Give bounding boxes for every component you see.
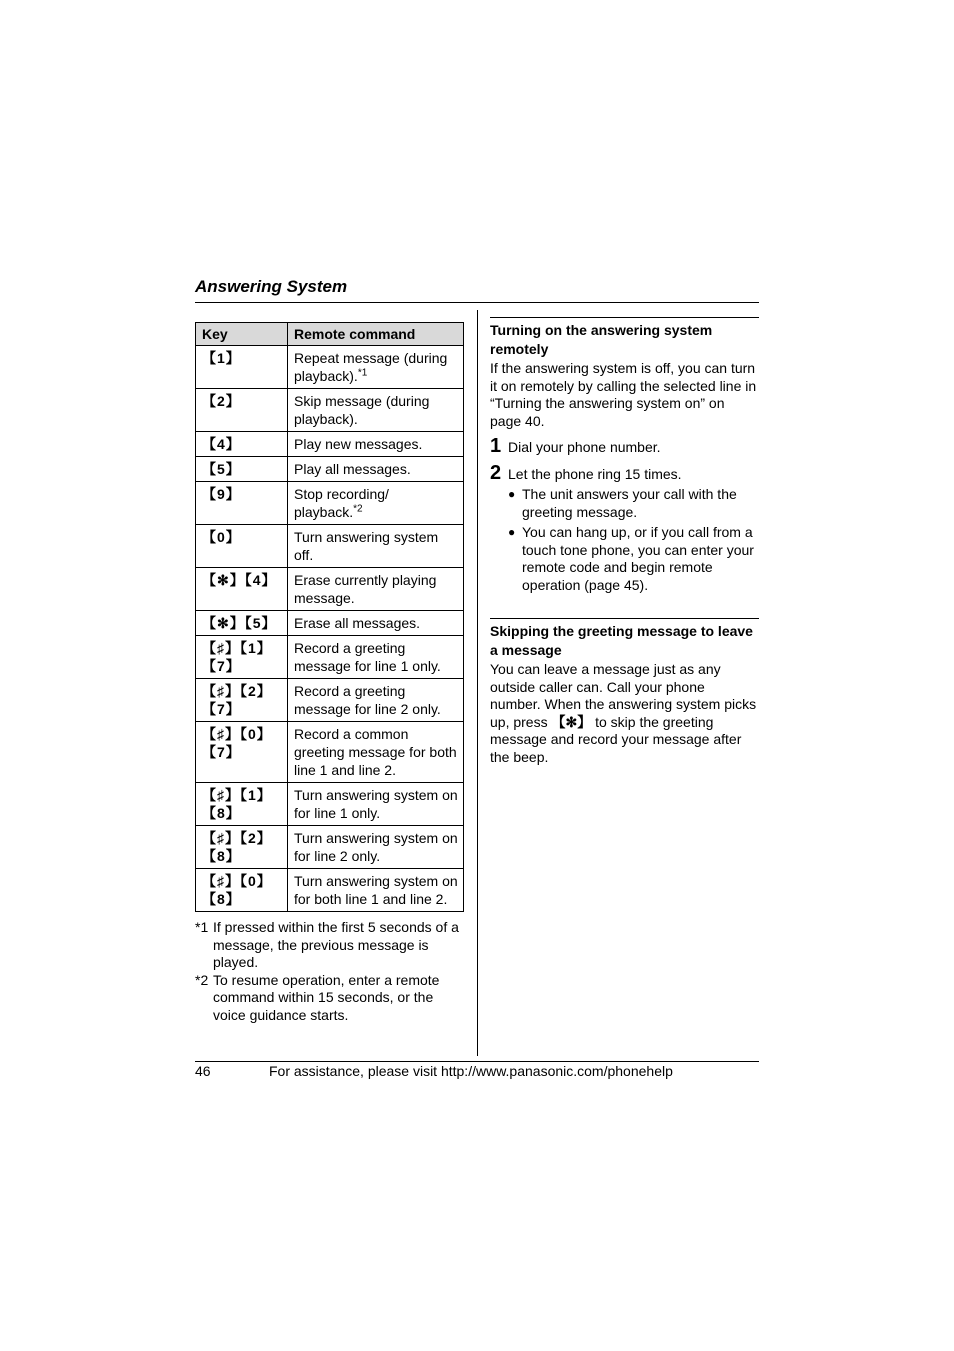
command-cell (288, 432, 464, 457)
key-cell: 【♯】【1】【8】 (196, 783, 288, 826)
body-text: to skip the greeting message and record your message after the beep. (490, 713, 742, 765)
command-text: Turn answering system off. (294, 529, 439, 563)
command-cell (288, 568, 464, 611)
section-heading: Skipping the greeting message to leave a message (490, 623, 753, 658)
table-row (196, 636, 464, 679)
bullet-text: The unit answers your call with the greeting message. (522, 486, 737, 520)
key-cell: 【1】 (196, 346, 288, 389)
key-cell: 【♯】【2】【8】 (196, 826, 288, 869)
footnote (195, 972, 465, 1025)
command-text: Stop recording/ playback. (294, 486, 389, 520)
command-cell (288, 346, 464, 389)
table-header-row (196, 323, 464, 346)
step-text: Let the phone ring 15 times. (508, 465, 682, 482)
bullet-item (490, 524, 759, 594)
key-cell: 【2】 (196, 389, 288, 432)
table-row (196, 869, 464, 912)
key-cell: 【9】 (196, 482, 288, 525)
table-row (196, 722, 464, 783)
table-row (196, 611, 464, 636)
column-header-key: Key (196, 323, 288, 346)
footer-rule (195, 1061, 759, 1062)
key-cell: 【5】 (196, 457, 288, 482)
section-skipping-greeting (490, 618, 759, 766)
section-rule (490, 317, 759, 318)
table-body (196, 346, 464, 912)
key-cell: 【✻】【5】 (196, 611, 288, 636)
command-text: Turn answering system on for line 1 only. (294, 787, 458, 821)
step-1 (490, 435, 759, 457)
command-cell (288, 457, 464, 482)
table-row (196, 826, 464, 869)
key-cell: 【♯】【0】【8】 (196, 869, 288, 912)
table-row (196, 389, 464, 432)
body-text: You can leave a message just as any outside caller can. Call your phone number. When the answering system picks up, press (490, 661, 757, 730)
column-divider (477, 310, 478, 1056)
footnote (195, 919, 465, 972)
footnote-text: To resume operation, enter a remote command within 15 seconds, or the voice guidance starts. (213, 971, 440, 1023)
column-header-command: Remote command (288, 323, 464, 346)
command-cell (288, 869, 464, 912)
command-text: Turn answering system on for line 2 only. (294, 830, 458, 864)
table-row (196, 457, 464, 482)
command-text: Erase currently playing message. (294, 572, 437, 606)
command-text: Play new messages. (294, 436, 423, 452)
command-cell (288, 679, 464, 722)
command-cell (288, 525, 464, 568)
key-cell: 【♯】【1】【7】 (196, 636, 288, 679)
key-cell: 【0】 (196, 525, 288, 568)
command-cell (288, 722, 464, 783)
command-text: Record a common greeting message for both line 1 and line 2. (294, 726, 457, 778)
command-cell (288, 611, 464, 636)
section-rule (490, 618, 759, 619)
command-text: Erase all messages. (294, 615, 421, 631)
command-cell (288, 826, 464, 869)
command-text: Record a greeting message for line 1 only. (294, 640, 441, 674)
section-title: Answering System (195, 277, 348, 296)
table-row (196, 783, 464, 826)
command-text: Record a greeting message for line 2 only. (294, 683, 441, 717)
command-cell (288, 636, 464, 679)
star-key: 【✻】 (551, 713, 592, 730)
footnote-mark: *2 (195, 971, 209, 988)
page-number: 46 (195, 1063, 211, 1079)
table-row (196, 482, 464, 525)
table-row (196, 432, 464, 457)
footnote-ref: *1 (357, 367, 368, 379)
section-turning-on-remotely (490, 317, 759, 594)
key-cell: 【♯】【0】【7】 (196, 722, 288, 783)
key-cell: 【4】 (196, 432, 288, 457)
remote-command-table (195, 322, 464, 912)
command-text: Play all messages. (294, 461, 411, 477)
bullet-item (490, 486, 759, 521)
footnotes (195, 919, 465, 1024)
bullet-text: You can hang up, or if you call from a touch tone phone, you can enter your remote code and begin remote operation (page 45). (522, 524, 754, 593)
command-text: Repeat message (during playback). (294, 350, 448, 384)
step-number: 2 (490, 461, 502, 484)
table-row (196, 568, 464, 611)
command-cell (288, 783, 464, 826)
section-intro: If the answering system is off, you can turn it on remotely by calling the selected line in “Turning the answering system on” on page 40. (490, 360, 757, 429)
footnote-text: If pressed within the first 5 seconds of a message, the previous message is played. (213, 919, 459, 970)
section-heading: Turning on the answering system remotely (490, 322, 713, 357)
command-cell (288, 389, 464, 432)
table-row (196, 679, 464, 722)
step-2 (490, 461, 759, 484)
table-row (196, 346, 464, 389)
bullet-icon: ● (508, 487, 516, 501)
key-cell: 【♯】【2】【7】 (196, 679, 288, 722)
footer-text: For assistance, please visit http://www.panasonic.com/phonehelp (269, 1063, 673, 1079)
section-body (490, 661, 759, 766)
footnote-ref: *2 (353, 503, 363, 515)
command-text: Turn answering system on for both line 1 and line 2. (294, 873, 458, 907)
header-rule (195, 302, 759, 303)
command-text: Skip message (during playback). (294, 393, 430, 427)
bullet-icon: ● (508, 525, 516, 539)
command-cell (288, 482, 464, 525)
step-number: 1 (490, 435, 502, 457)
table-row (196, 525, 464, 568)
step-text: Dial your phone number. (508, 439, 661, 455)
footnote-mark: *1 (195, 919, 209, 935)
key-cell: 【✻】【4】 (196, 568, 288, 611)
